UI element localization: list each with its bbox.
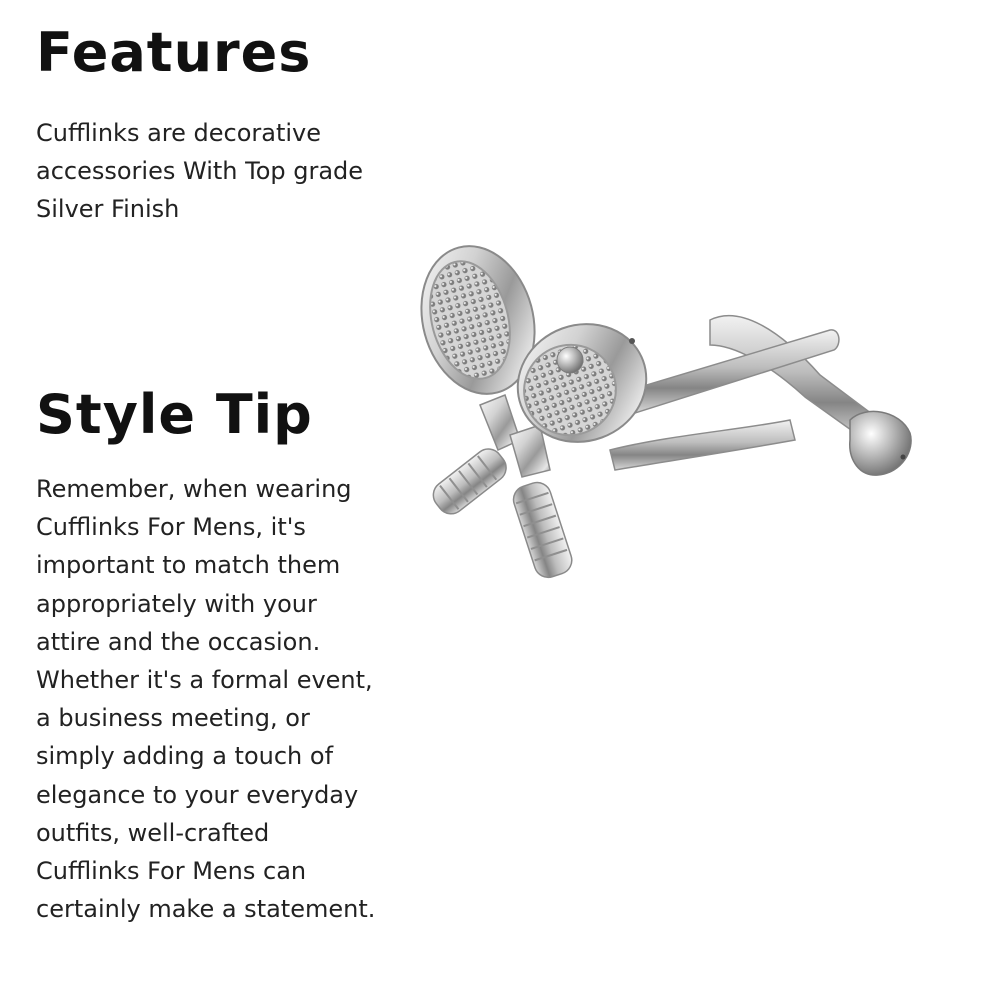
style-tip-heading: Style Tip bbox=[36, 383, 313, 446]
style-tip-description: Remember, when wearing Cufflinks For Mens, it's important to match them appropriately with your attire and the occasion. Whether it's a formal event, a business meeting, or simply adding a touch of elegance to your everyday outfits, well-crafted Cufflinks For Mens can certainly make a statement. bbox=[36, 475, 376, 924]
features-description: Cufflinks are decorative accessories With Top grade Silver Finish bbox=[36, 119, 364, 223]
features-heading: Features bbox=[36, 21, 312, 84]
tennis-racket-cufflink-icon bbox=[410, 235, 930, 595]
